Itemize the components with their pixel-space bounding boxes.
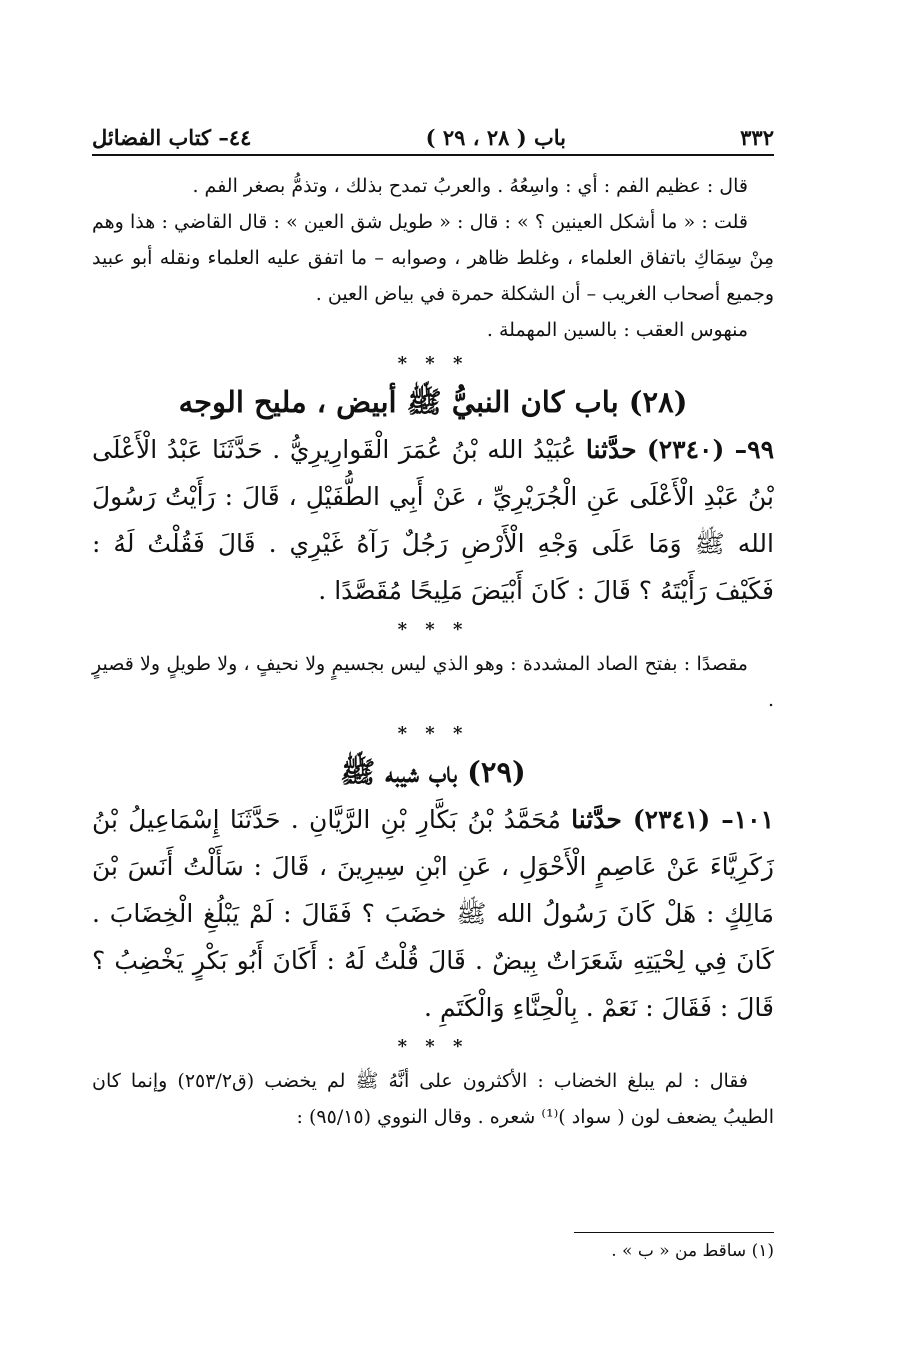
commentary-paragraph: قال : عظيم الفم : أي : واسِعُهُ . والعربُ تمدح بذلك ، وتذمُّ بصغر الفم . (192, 175, 748, 197)
commentary-block-1 (92, 168, 774, 348)
page-body (92, 168, 774, 1135)
footnote-1: (١) ساقط من « ب » . (611, 1241, 774, 1261)
book-title: ٤٤– كتاب الفضائل (92, 125, 252, 150)
separator-stars: * * * (397, 619, 469, 640)
hadith-101 (92, 796, 774, 1031)
hadith-101-number: ١٠١– (٢٣٤١) حدَّثنا (571, 805, 775, 834)
commentary-paragraph: منهوس العقب : بالسين المهملة . (486, 319, 748, 341)
page-number: ٣٣٢ (740, 125, 774, 150)
commentary-paragraph: فقال : لم يبلغ الخضاب : الأكثرون على أنَّهُ ﷺ لم يخضب (ق٢٥٣/٢) وإنما كان الطيبُ يضعف لون ( سواد )⁽¹⁾ شعره . وقال النووي (٩٥/١٥) : (92, 1070, 774, 1128)
separator-stars: * * * (397, 1036, 469, 1057)
hadith-99-text: عُبَيْدُ الله بْنُ عُمَرَ الْقَوارِيرِيُّ . حَدَّثَنَا عَبْدُ الْأَعْلَى بْنُ عَبْدِ الْأَعْلَى عَنِ الْجُرَيْرِيِّ ، عَنْ أَبِي الطُّفَيْلِ ، قَالَ : رَأَيْتُ رَسُولَ الله ﷺ وَمَا عَلَى وَجْهِ الْأَرْضِ رَجُلٌ رَآهُ غَيْرِي . قَالَ فَقُلْتُ لَهُ : فَكَيْفَ رَأَيْتَهُ ؟ قَالَ : كَانَ أَبْيَضَ مَلِيحًا مُقَصَّدًا . (92, 435, 774, 605)
separator-stars: * * * (397, 723, 469, 744)
commentary-block-2 (92, 646, 774, 718)
footnotes (92, 1232, 774, 1261)
chapter-29-title: (٢٩) باب شيبه ﷺ (340, 755, 526, 789)
separator-stars: * * * (397, 353, 469, 374)
hadith-99-number: ٩٩– (٢٣٤٠) حدَّثنا (585, 435, 774, 464)
commentary-paragraph: مقصدًا : بفتح الصاد المشددة : وهو الذي ليس بجسيمٍ ولا نحيفٍ ، ولا طويلٍ ولا قصيرٍ . (92, 653, 774, 711)
commentary-block-3 (92, 1063, 774, 1135)
hadith-99 (92, 426, 774, 614)
section-label: باب ( ٢٨ ، ٢٩ ) (425, 125, 566, 150)
commentary-paragraph: قلت : « ما أشكل العينين ؟ » : قال : « طويل شق العين » : قال القاضي : هذا وهم مِنْ سِمَاكِ باتفاق العلماء ، وغلط ظاهر ، وصوابه – ما اتفق عليه العلماء ونقله أبو عبيد وجميع أصحاب الغريب – أن الشكلة حمرة في بياض العين . (92, 211, 774, 305)
footnote-rule (574, 1232, 774, 1233)
running-header (92, 110, 774, 156)
chapter-28-title: (٢٨) باب كان النبيُّ ﷺ أبيض ، مليح الوجه (178, 385, 688, 419)
hadith-101-text: مُحَمَّدُ بْنُ بَكَّارِ بْنِ الرَّيَّانِ . حَدَّثَنَا إِسْمَاعِيلُ بْنُ زَكَرِيَّاءَ عَنْ عَاصِمٍ الْأَحْوَلِ ، عَنِ ابْنِ سِيرِينَ ، قَالَ : سَأَلْتُ أَنَسَ بْنَ مَالِكٍ : هَلْ كَانَ رَسُولُ الله ﷺ خضَبَ ؟ فَقَالَ : لَمْ يَبْلُغِ الْخِضَابَ . كَانَ فِي لِحْيَتِهِ شَعَرَاتٌ بِيضٌ . قَالَ قُلْتُ لَهُ : أَكَانَ أَبُو بَكْرٍ يَخْضِبُ ؟ قَالَ : فَقَالَ : نَعَمْ . بِالْحِنَّاءِ وَالْكَتَمِ . (92, 805, 774, 1022)
